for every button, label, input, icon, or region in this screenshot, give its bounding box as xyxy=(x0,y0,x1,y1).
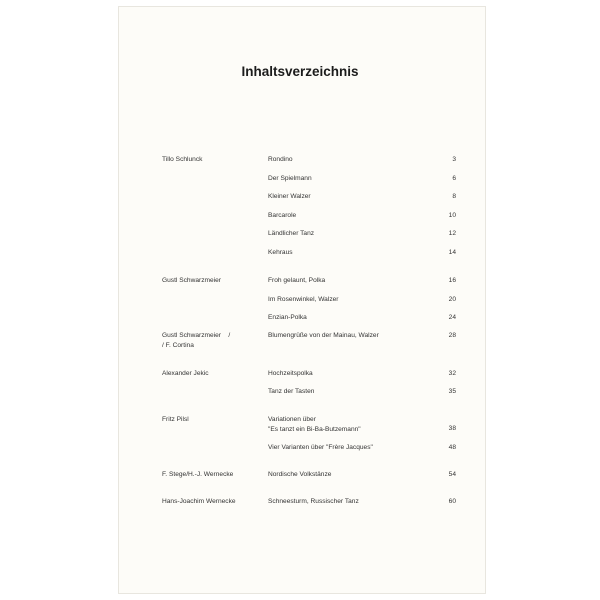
page-title: Inhaltsverzeichnis xyxy=(241,64,359,79)
piece-title xyxy=(268,470,331,480)
page-number: 28 xyxy=(448,332,456,339)
piece-title-line: Kehraus xyxy=(268,249,293,256)
composer-name: Fritz Pilsl xyxy=(162,416,189,423)
page-number: 20 xyxy=(448,296,456,303)
piece-title-line: Im Rosenwinkel, Walzer xyxy=(268,296,339,303)
composer-name: Gustl Schwarzmeier xyxy=(162,277,221,284)
page-number: 12 xyxy=(448,230,456,237)
piece-title-line: Vier Varianten über "Frère Jacques" xyxy=(268,444,373,451)
piece-title xyxy=(268,248,293,258)
piece-title xyxy=(268,192,311,202)
composer-name: Alexander Jekic xyxy=(162,370,209,377)
page-number: 48 xyxy=(448,444,456,451)
piece-title-line: Variationen über xyxy=(268,416,316,423)
piece-title xyxy=(268,229,314,239)
piece-title xyxy=(268,295,338,305)
composer-name: F. Stege/H.-J. Wernecke xyxy=(162,471,234,478)
page-number: 60 xyxy=(448,498,456,505)
page-number: 24 xyxy=(448,314,456,321)
piece-title-line: Der Spielmann xyxy=(268,175,312,182)
piece-title-line: Blumengrüße von der Mainau, Walzer xyxy=(268,332,379,339)
page-number: 35 xyxy=(448,388,456,395)
piece-title-line: Hochzeitspolka xyxy=(268,370,313,377)
piece-title xyxy=(268,369,313,379)
piece-title-line: Froh gelaunt, Polka xyxy=(268,277,326,284)
page-number: 54 xyxy=(448,471,456,478)
piece-title-line: Kleiner Walzer xyxy=(268,193,311,200)
piece-title-line: Schneesturm, Russischer Tanz xyxy=(268,498,359,505)
piece-title-line: Tanz der Tasten xyxy=(268,388,315,395)
page-number: 14 xyxy=(448,249,456,256)
composer-name: Gustl Schwarzmeier / / F. Cortina xyxy=(162,332,231,349)
page-number: 10 xyxy=(448,212,456,219)
page-number: 16 xyxy=(448,277,456,284)
page-number: 38 xyxy=(448,425,456,432)
page-number: 8 xyxy=(452,193,456,200)
piece-title xyxy=(268,211,296,221)
piece-title xyxy=(268,174,312,184)
composer-name: Tillo Schlunck xyxy=(162,156,203,163)
piece-title-line: Ländlicher Tanz xyxy=(268,230,315,237)
piece-title xyxy=(268,276,325,286)
page-number: 6 xyxy=(452,175,456,182)
piece-title xyxy=(268,313,307,323)
piece-title xyxy=(268,387,314,397)
piece-title xyxy=(268,331,379,341)
page-number: 32 xyxy=(448,370,456,377)
piece-title-line: "Es tanzt ein Bi-Ba-Butzemann" xyxy=(268,425,361,433)
piece-title xyxy=(268,155,293,165)
piece-title xyxy=(268,497,359,507)
piece-title-line: Enzian-Polka xyxy=(268,314,307,321)
piece-title xyxy=(268,443,373,453)
piece-title-line: Nordische Volkstänze xyxy=(268,471,332,478)
piece-title-line: Barcarole xyxy=(268,212,297,219)
page-number: 3 xyxy=(452,156,456,163)
composer-name: Hans-Joachim Wernecke xyxy=(162,498,236,505)
piece-title-line: Rondino xyxy=(268,156,293,163)
piece-title xyxy=(268,415,361,434)
